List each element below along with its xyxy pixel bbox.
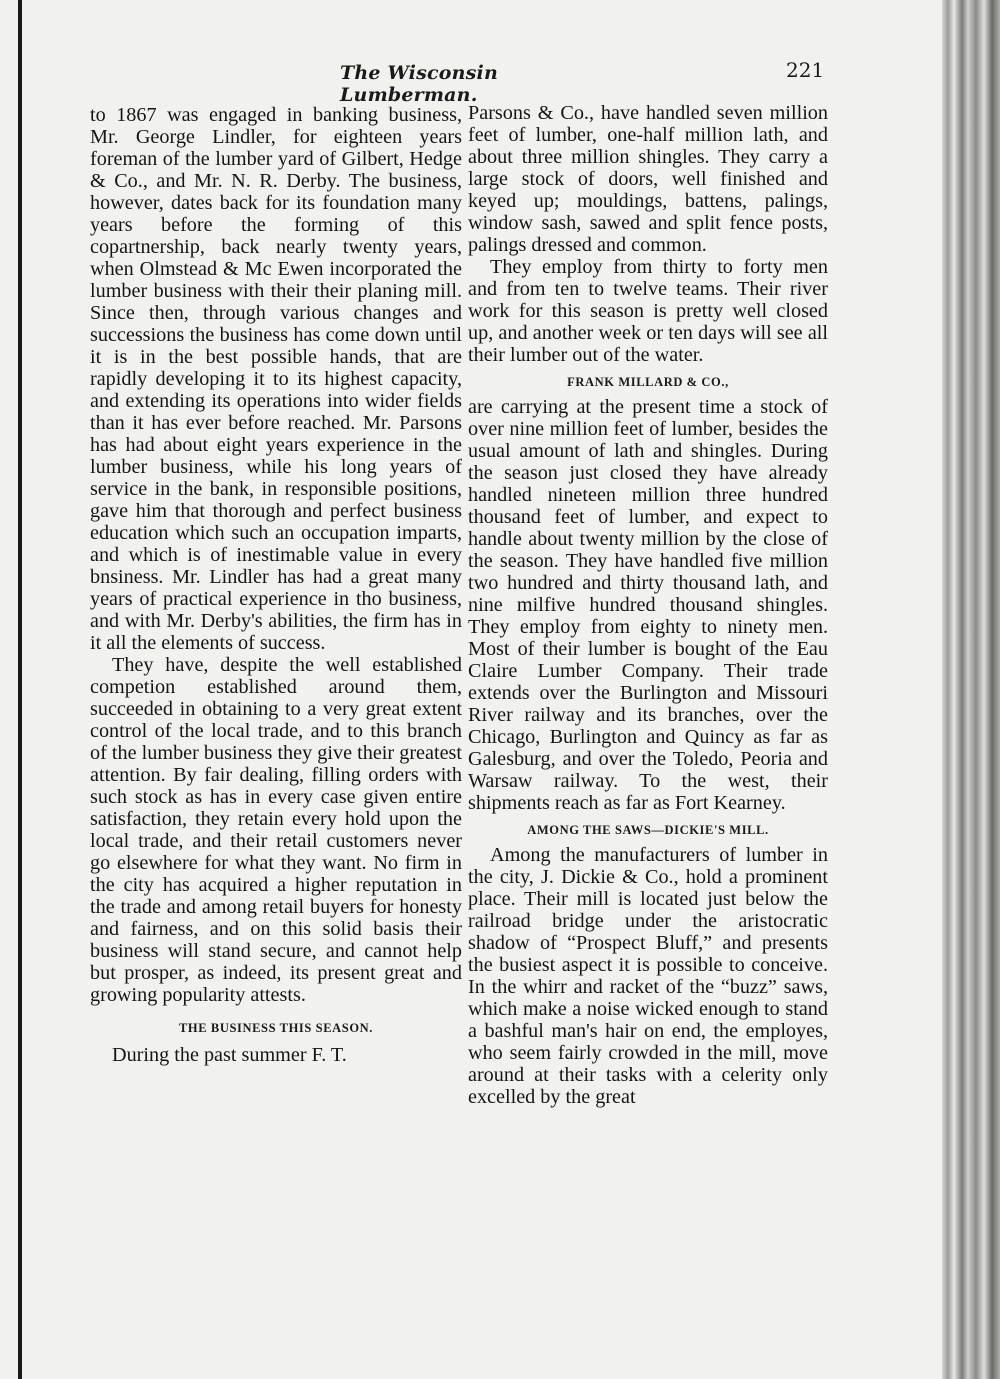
paragraph: Parsons & Co., have handled seven million feet of lumber, one-half million lath, and about three million shingles. They carry a large stock of doors, well finished and keyed up; mouldings, battens, palings, window sash, sawed and split fence posts, palings dressed and common. [468, 102, 828, 256]
paragraph: Among the manufacturers of lumber in the city, J. Dickie & Co., hold a prominent place. Their mill is located just below the railroad bridge under the aristocratic shadow of “Prospect Bluff,” and presents the busiest aspect it is possible to conceive. In the whirr and racket of the “buzz” saws, which make a noise wicked enough to stand a bashful man's hair on end, the employes, who seem fairly crowded in the mill, move around at their tasks with a celerity only excelled by the great [468, 844, 828, 1108]
section-heading: FRANK MILLARD & CO., [567, 375, 729, 389]
section-heading: AMONG THE SAWS—DICKIE'S MILL. [527, 823, 769, 837]
book-binding-edge [942, 0, 1000, 1379]
paragraph: are carrying at the present time a stock of over nine million feet of lumber, besides the usual amount of lath and shingles. During the season just closed they have already handled nineteen million three hundred thousand feet of lumber, and expect to handle about twenty million by the close of the season. They have handled five million two hundred and thirty thousand lath, and nine milfive hundred thousand shingles. They employ from eighty to ninety men. Most of their lumber is bought of the Eau Claire Lumber Company. Their trade extends over the Burlington and Missouri River railway and its branches, over the Chicago, Burlington and Quincy as far as Galesburg, and over the Toledo, Peoria and Warsaw railway. To the west, their shipments reach as far as Fort Kearney. [468, 396, 828, 814]
paragraph: They employ from thirty to forty men and from ten to twelve teams. Their river work for this season is pretty well closed up, and another week or ten days will see all their lumber out of the water. [468, 256, 828, 366]
left-column [90, 104, 462, 1066]
right-column [468, 102, 828, 1108]
paragraph: They have, despite the well established competion established around them, succeeded in obtaining to a very great extent control of the local trade, and to this branch of the lumber business they give their greatest attention. By fair dealing, filling orders with such stock as has in every case given entire satisfaction, they retain every hold upon the local trade, and their retail customers never go elsewhere for what they want. No firm in the city has acquired a higher reputation in the trade and among retail buyers for honesty and fairness, and on this solid basis their business will stand secure, and cannot help but prosper, as indeed, its present great and growing popularity attests. [90, 654, 462, 1006]
running-head: The Wisconsin Lumberman. [340, 62, 498, 106]
paragraph: to 1867 was engaged in banking business, Mr. George Lindler, for eighteen years foreman of the lumber yard of Gilbert, Hedge & Co., and Mr. N. R. Derby. The business, however, dates back for its foundation many years before the forming of this copartnership, back nearly twenty years, when Olmstead & Mc Ewen incorporated the lumber business with their their planing mill. Since then, through various changes and successions the business has come down until it is in the best possible hands, that are rapidly developing it to its highest capacity, and extending its operations into wider fields than it has ever before reached. Mr. Parsons has had about eight years experience in the lumber business, while his long years of service in the bank, in responsible positions, gave him that thorough and perfect business education which such an occupation imparts, and which is of inestimable value in every bnsiness. Mr. Lindler has had a great many years of practical experience in tho business, and with Mr. Derby's abilities, the firm has in it all the elements of success. [90, 104, 462, 654]
page-number: 221 [786, 58, 825, 82]
section-heading: THE BUSINESS THIS SEASON. [178, 1021, 374, 1035]
page-border-rule [18, 0, 22, 1379]
paragraph: During the past summer F. T. [112, 1044, 347, 1066]
